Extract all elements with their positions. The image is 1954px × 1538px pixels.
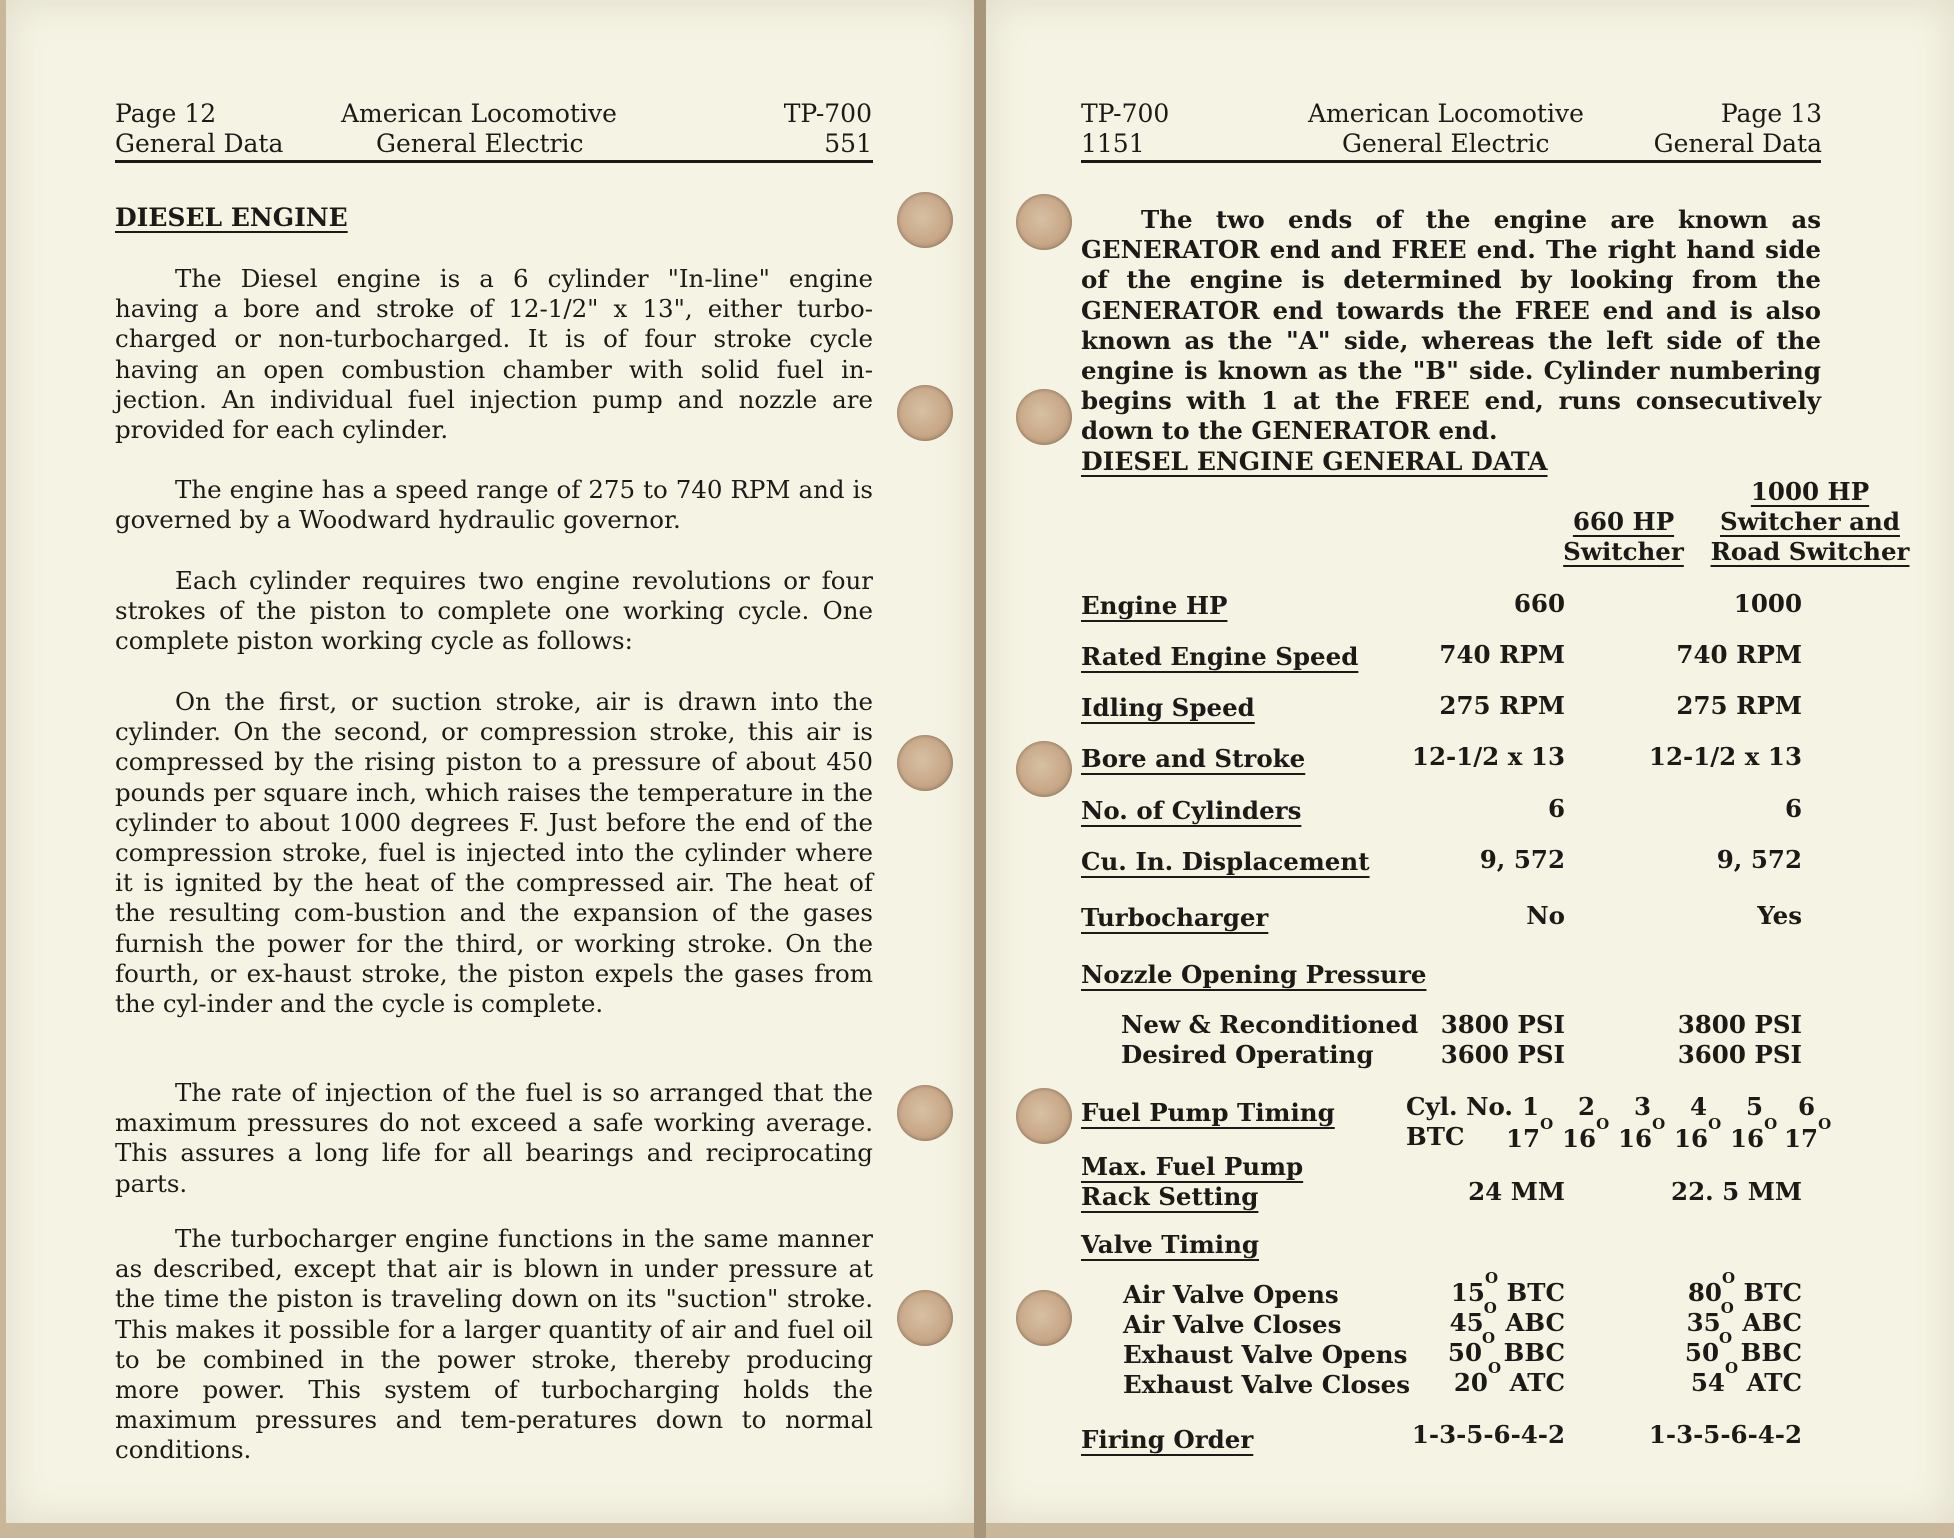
value-1000: 3800 PSI [1677,1010,1802,1039]
document-code: TP-700 [1081,99,1170,128]
binder-hole [1016,1088,1072,1144]
paragraph: The Diesel engine is a 6 cylinder "In-line" engine having a bore and stroke of 12-1/2" x 13", either turbo-charged or non-turbocharged. It is of four stroke cycle having an open combustion chamber with solid fuel in-jection. An individual fuel injection pump and nozzle are provided for each cylinder. [115,264,873,445]
row-label-turbocharger: Turbocharger [1081,903,1269,932]
document-number: 1151 [1081,129,1145,158]
value-1000: Yes [1757,901,1802,930]
column-header-1000-sub2: Road Switcher [1710,537,1910,566]
btc-label: BTC [1406,1122,1465,1151]
row-label-valve-timing: Valve Timing [1081,1230,1260,1259]
paragraph: On the first, or suction stroke, air is drawn into the cylinder. On the second, or compression stroke, this air is compressed by the rising piston to a pressure of about 450 pounds per square inch, which raises the temperature in the cylinder to about 1000 degrees F. Just before the end of the compression stroke, fuel is injected into the cylinder where it is ignited by the heat of the compressed air. The heat of the resulting com-bustion and the expansion of the gases furnish the power for the third, or working stroke. On the fourth, or ex-haust stroke, the piston expels the gases from the cyl-inder and the cycle is complete. [115,687,873,1019]
value-1000: 3600 PSI [1677,1040,1802,1069]
timing-degree: $16^O$ [1730,1115,1778,1153]
value-1000: 1000 [1733,589,1802,618]
binder-hole [1016,1290,1072,1346]
row-label-nozzle: Nozzle Opening Pressure [1081,960,1427,989]
company-name: American Locomotive [1308,99,1584,128]
timing-degree: $17^O$ [1506,1115,1554,1153]
column-header-660: 660 HP [1572,507,1675,536]
value-660: 275 RPM [1439,691,1565,720]
value-1000: $80^O$ BTC [1687,1269,1802,1307]
cyl-number: 6 [1798,1092,1816,1121]
value-660: $50^O$ BBC [1447,1329,1565,1367]
value-1000: 9, 572 [1716,845,1802,874]
value-660: $15^O$ BTC [1450,1269,1565,1307]
value-1000: $54^O$ ATC [1690,1359,1802,1397]
value-1000: 1-3-5-6-4-2 [1648,1420,1802,1449]
sub-label-new: New & Reconditioned [1121,1010,1419,1039]
cyl-number: 5 [1746,1092,1764,1121]
row-label-idling-speed: Idling Speed [1081,693,1255,722]
value-660: 740 RPM [1439,640,1565,669]
binder-hole [1016,741,1072,797]
value-660: 24 MM [1468,1177,1565,1206]
row-label-firing-order: Firing Order [1081,1425,1254,1454]
binder-hole [897,385,953,441]
value-1000: 12-1/2 x 13 [1648,742,1802,771]
binder-hole [1016,389,1072,445]
timing-degree: $16^O$ [1562,1115,1610,1153]
timing-degree: $16^O$ [1674,1115,1722,1153]
column-header-660-sub: Switcher [1563,537,1684,566]
company-name-2: General Electric [376,129,584,158]
timing-degree: $17^O$ [1784,1115,1832,1153]
row-label-rack-setting-2: Rack Setting [1081,1182,1259,1211]
valve-label: Air Valve Opens [1123,1280,1339,1309]
document-code: TP-700 [783,99,872,128]
page-number: Page 12 [115,99,217,128]
column-header-1000-sub: Switcher and [1720,507,1900,536]
cyl-number: 1 [1522,1092,1540,1121]
value-1000: 6 [1784,794,1802,823]
header-rule [1081,160,1821,163]
sub-label-desired: Desired Operating [1121,1040,1374,1069]
header-rule [115,160,873,163]
table-heading: DIESEL ENGINE GENERAL DATA [1081,447,1548,476]
row-label-engine-hp: Engine HP [1081,591,1228,620]
value-660: 12-1/2 x 13 [1411,742,1565,771]
cyl-number: 4 [1690,1092,1708,1121]
binder-hole [897,1290,953,1346]
value-660: 9, 572 [1479,845,1565,874]
value-660: 6 [1547,794,1565,823]
value-1000: 275 RPM [1676,691,1802,720]
row-label-cylinders: No. of Cylinders [1081,796,1302,825]
company-name-2: General Electric [1342,129,1550,158]
binder-hole [897,192,953,248]
row-label-bore-stroke: Bore and Stroke [1081,744,1306,773]
value-660: 3600 PSI [1440,1040,1565,1069]
right-page [986,0,1954,1523]
value-660: 1-3-5-6-4-2 [1411,1420,1565,1449]
page-number: Page 13 [1720,99,1822,128]
section-title: General Data [115,129,284,158]
paragraph: Each cylinder requires two engine revolutions or four strokes of the piston to complete one working cycle. One complete piston working cycle as follows: [115,566,873,656]
value-1000: 740 RPM [1676,640,1802,669]
document-number: 551 [824,129,872,158]
intro-paragraph: The two ends of the engine are known as GENERATOR end and FREE end. The right hand side of the engine is determined by looking from the GENERATOR end towards the FREE end and is also known as the "A" side, whereas the left side of the engine is known as the "B" side. Cylinder numbering begins with 1 at the FREE end, runs consecutively down to the GENERATOR end. [1081,205,1821,446]
book-gutter [974,0,986,1538]
cyl-number: 2 [1578,1092,1596,1121]
value-660: $45^O$ ABC [1449,1299,1565,1337]
binder-hole [1016,194,1072,250]
binder-hole [897,735,953,791]
row-label-fuel-pump-timing: Fuel Pump Timing [1081,1098,1335,1127]
row-label-displacement: Cu. In. Displacement [1081,847,1370,876]
row-label-rated-speed: Rated Engine Speed [1081,642,1359,671]
value-660: No [1526,901,1565,930]
paragraph: The engine has a speed range of 275 to 740 RPM and is governed by a Woodward hydraulic governor. [115,475,873,535]
valve-label: Exhaust Valve Opens [1123,1340,1408,1369]
cyl-no-label: Cyl. No. [1406,1092,1513,1121]
left-page [6,0,974,1523]
valve-label: Exhaust Valve Closes [1123,1370,1411,1399]
value-660: 660 [1513,589,1565,618]
section-title: General Data [1653,129,1822,158]
value-1000: $35^O$ ABC [1686,1299,1802,1337]
row-label-rack-setting-1: Max. Fuel Pump [1081,1152,1304,1181]
value-1000: $50^O$ BBC [1684,1329,1802,1367]
value-660: $20^O$ ATC [1453,1359,1565,1397]
company-name: American Locomotive [341,99,617,128]
section-heading: DIESEL ENGINE [115,203,348,232]
value-1000: 22. 5 MM [1671,1177,1802,1206]
paragraph: The turbocharger engine functions in the same manner as described, except that air is blown in under pressure at the time the piston is traveling down on its "suction" stroke. This makes it possible for a larger quantity of air and fuel oil to be combined in the power stroke, thereby producing more power. This system of turbocharging holds the maximum pressures and tem-peratures down to normal conditions. [115,1224,873,1465]
column-header-1000: 1000 HP [1750,477,1870,506]
timing-degree: $16^O$ [1618,1115,1666,1153]
paragraph: The rate of injection of the fuel is so arranged that the maximum pressures do not exceed a safe working average. This assures a long life for all bearings and reciprocating parts. [115,1078,873,1198]
binder-hole [897,1085,953,1141]
value-660: 3800 PSI [1440,1010,1565,1039]
valve-label: Air Valve Closes [1123,1310,1342,1339]
cyl-number: 3 [1634,1092,1652,1121]
